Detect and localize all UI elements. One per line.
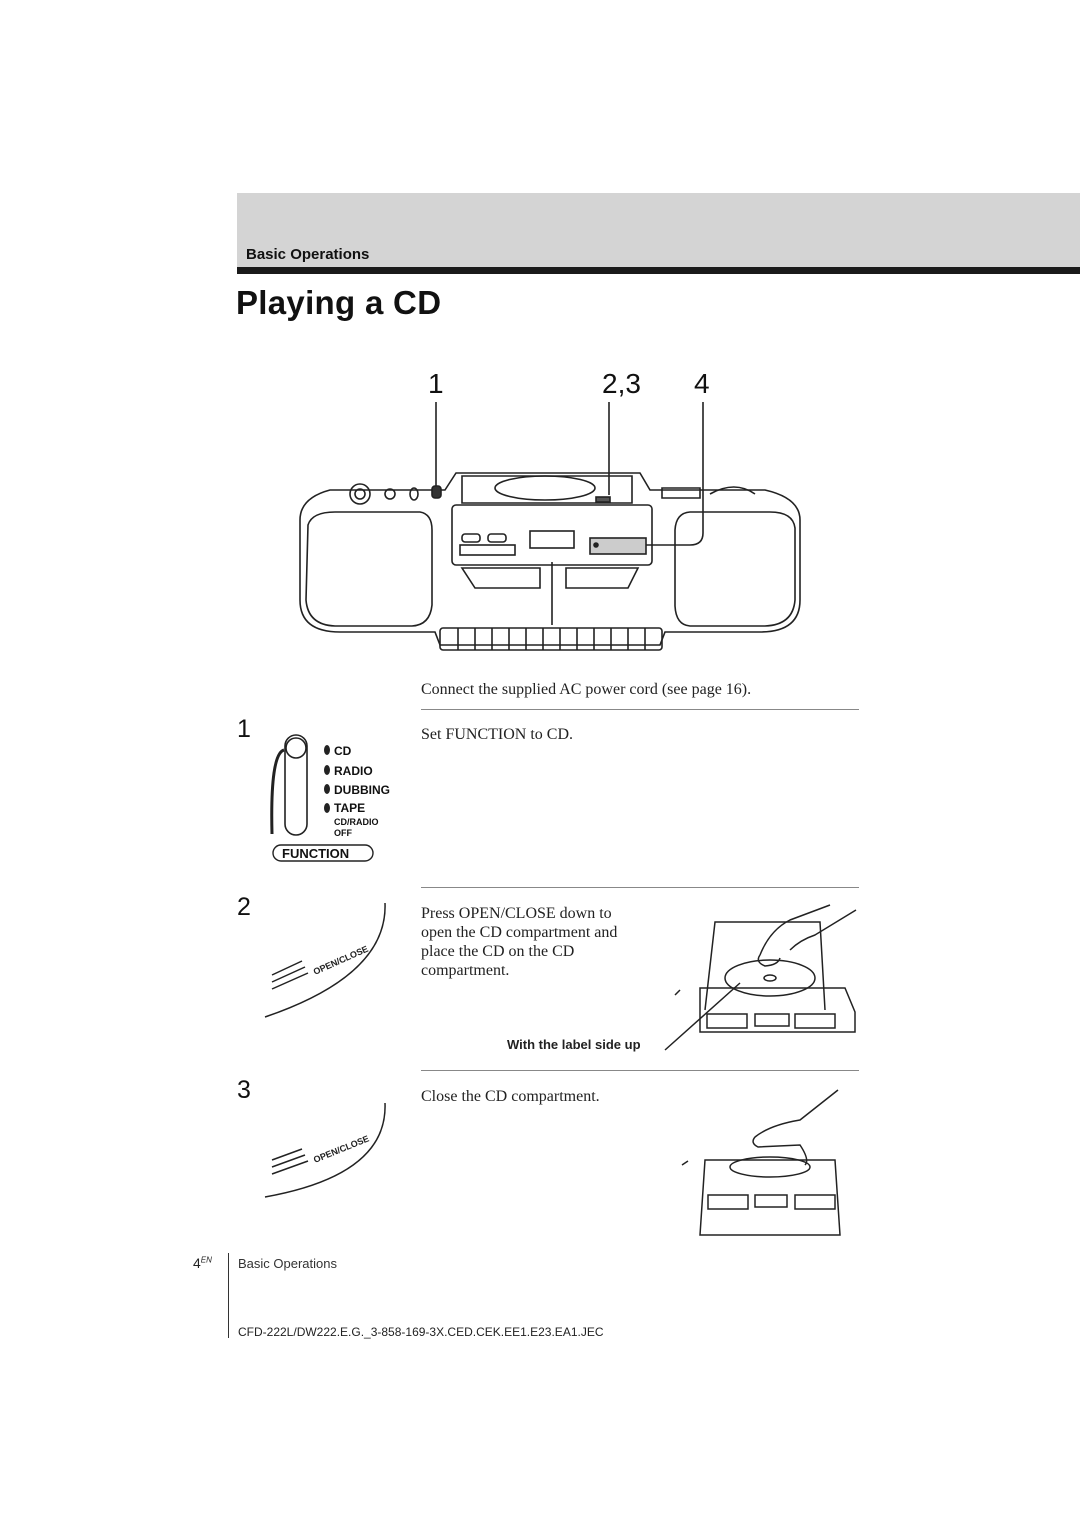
- page-number-suffix: EN: [200, 1255, 212, 1265]
- step-2-line-3: place the CD on the CD: [421, 943, 575, 960]
- intro-text: Connect the supplied AC power cord (see page 16).: [421, 681, 752, 698]
- step-3-number: 3: [237, 1076, 251, 1104]
- page-title: Playing a CD: [236, 284, 442, 321]
- step-2-line-1: Press OPEN/CLOSE down to: [421, 905, 612, 922]
- function-switch-illustration: [260, 730, 460, 870]
- step-1-number: 1: [237, 715, 251, 743]
- footer-section: Basic Operations: [238, 1256, 337, 1271]
- callout-4: 4: [694, 368, 710, 399]
- cd-close-illustration: [660, 1085, 860, 1245]
- footer-code: CFD-222L/DW222.E.G._3-858-169-3X.CED.CEK.EE1.E23.EA1.JEC: [238, 1325, 604, 1339]
- page-number-value: 4: [193, 1255, 201, 1271]
- divider-2: [421, 887, 859, 888]
- label-side-caption: With the label side up: [507, 1037, 641, 1052]
- switch-position-dubbing: DUBBING: [334, 783, 390, 797]
- footer-rule: [228, 1253, 229, 1338]
- step-2-number: 2: [237, 893, 251, 921]
- open-close-illustration-step-2: [260, 895, 400, 1025]
- step-1-text: Set FUNCTION to CD.: [421, 726, 574, 743]
- step-2-line-2: open the CD compartment and: [421, 924, 618, 941]
- step-3-text: Close the CD compartment.: [421, 1088, 600, 1105]
- step-2-line-4: compartment.: [421, 962, 510, 979]
- divider-3: [421, 1070, 859, 1071]
- divider-1: [421, 709, 859, 710]
- page-number: [193, 1255, 212, 1271]
- open-close-label-3: OPEN/CLOSE: [312, 1133, 371, 1165]
- open-close-label-2: OPEN/CLOSE: [311, 943, 370, 977]
- switch-position-cd: CD: [334, 744, 352, 758]
- switch-position-cd-radio: CD/RADIO: [334, 817, 379, 827]
- callout-1: 1: [428, 368, 444, 399]
- boombox-illustration: [0, 0, 1080, 700]
- callout-2-3: 2,3: [602, 368, 641, 399]
- cd-insert-illustration: [660, 900, 860, 1070]
- section-label: Basic Operations: [246, 246, 370, 263]
- switch-position-radio: RADIO: [334, 764, 373, 778]
- function-label: FUNCTION: [282, 846, 350, 861]
- switch-position-off: OFF: [334, 828, 352, 838]
- open-close-illustration-step-3: [260, 1075, 400, 1205]
- switch-position-tape: TAPE: [334, 801, 366, 815]
